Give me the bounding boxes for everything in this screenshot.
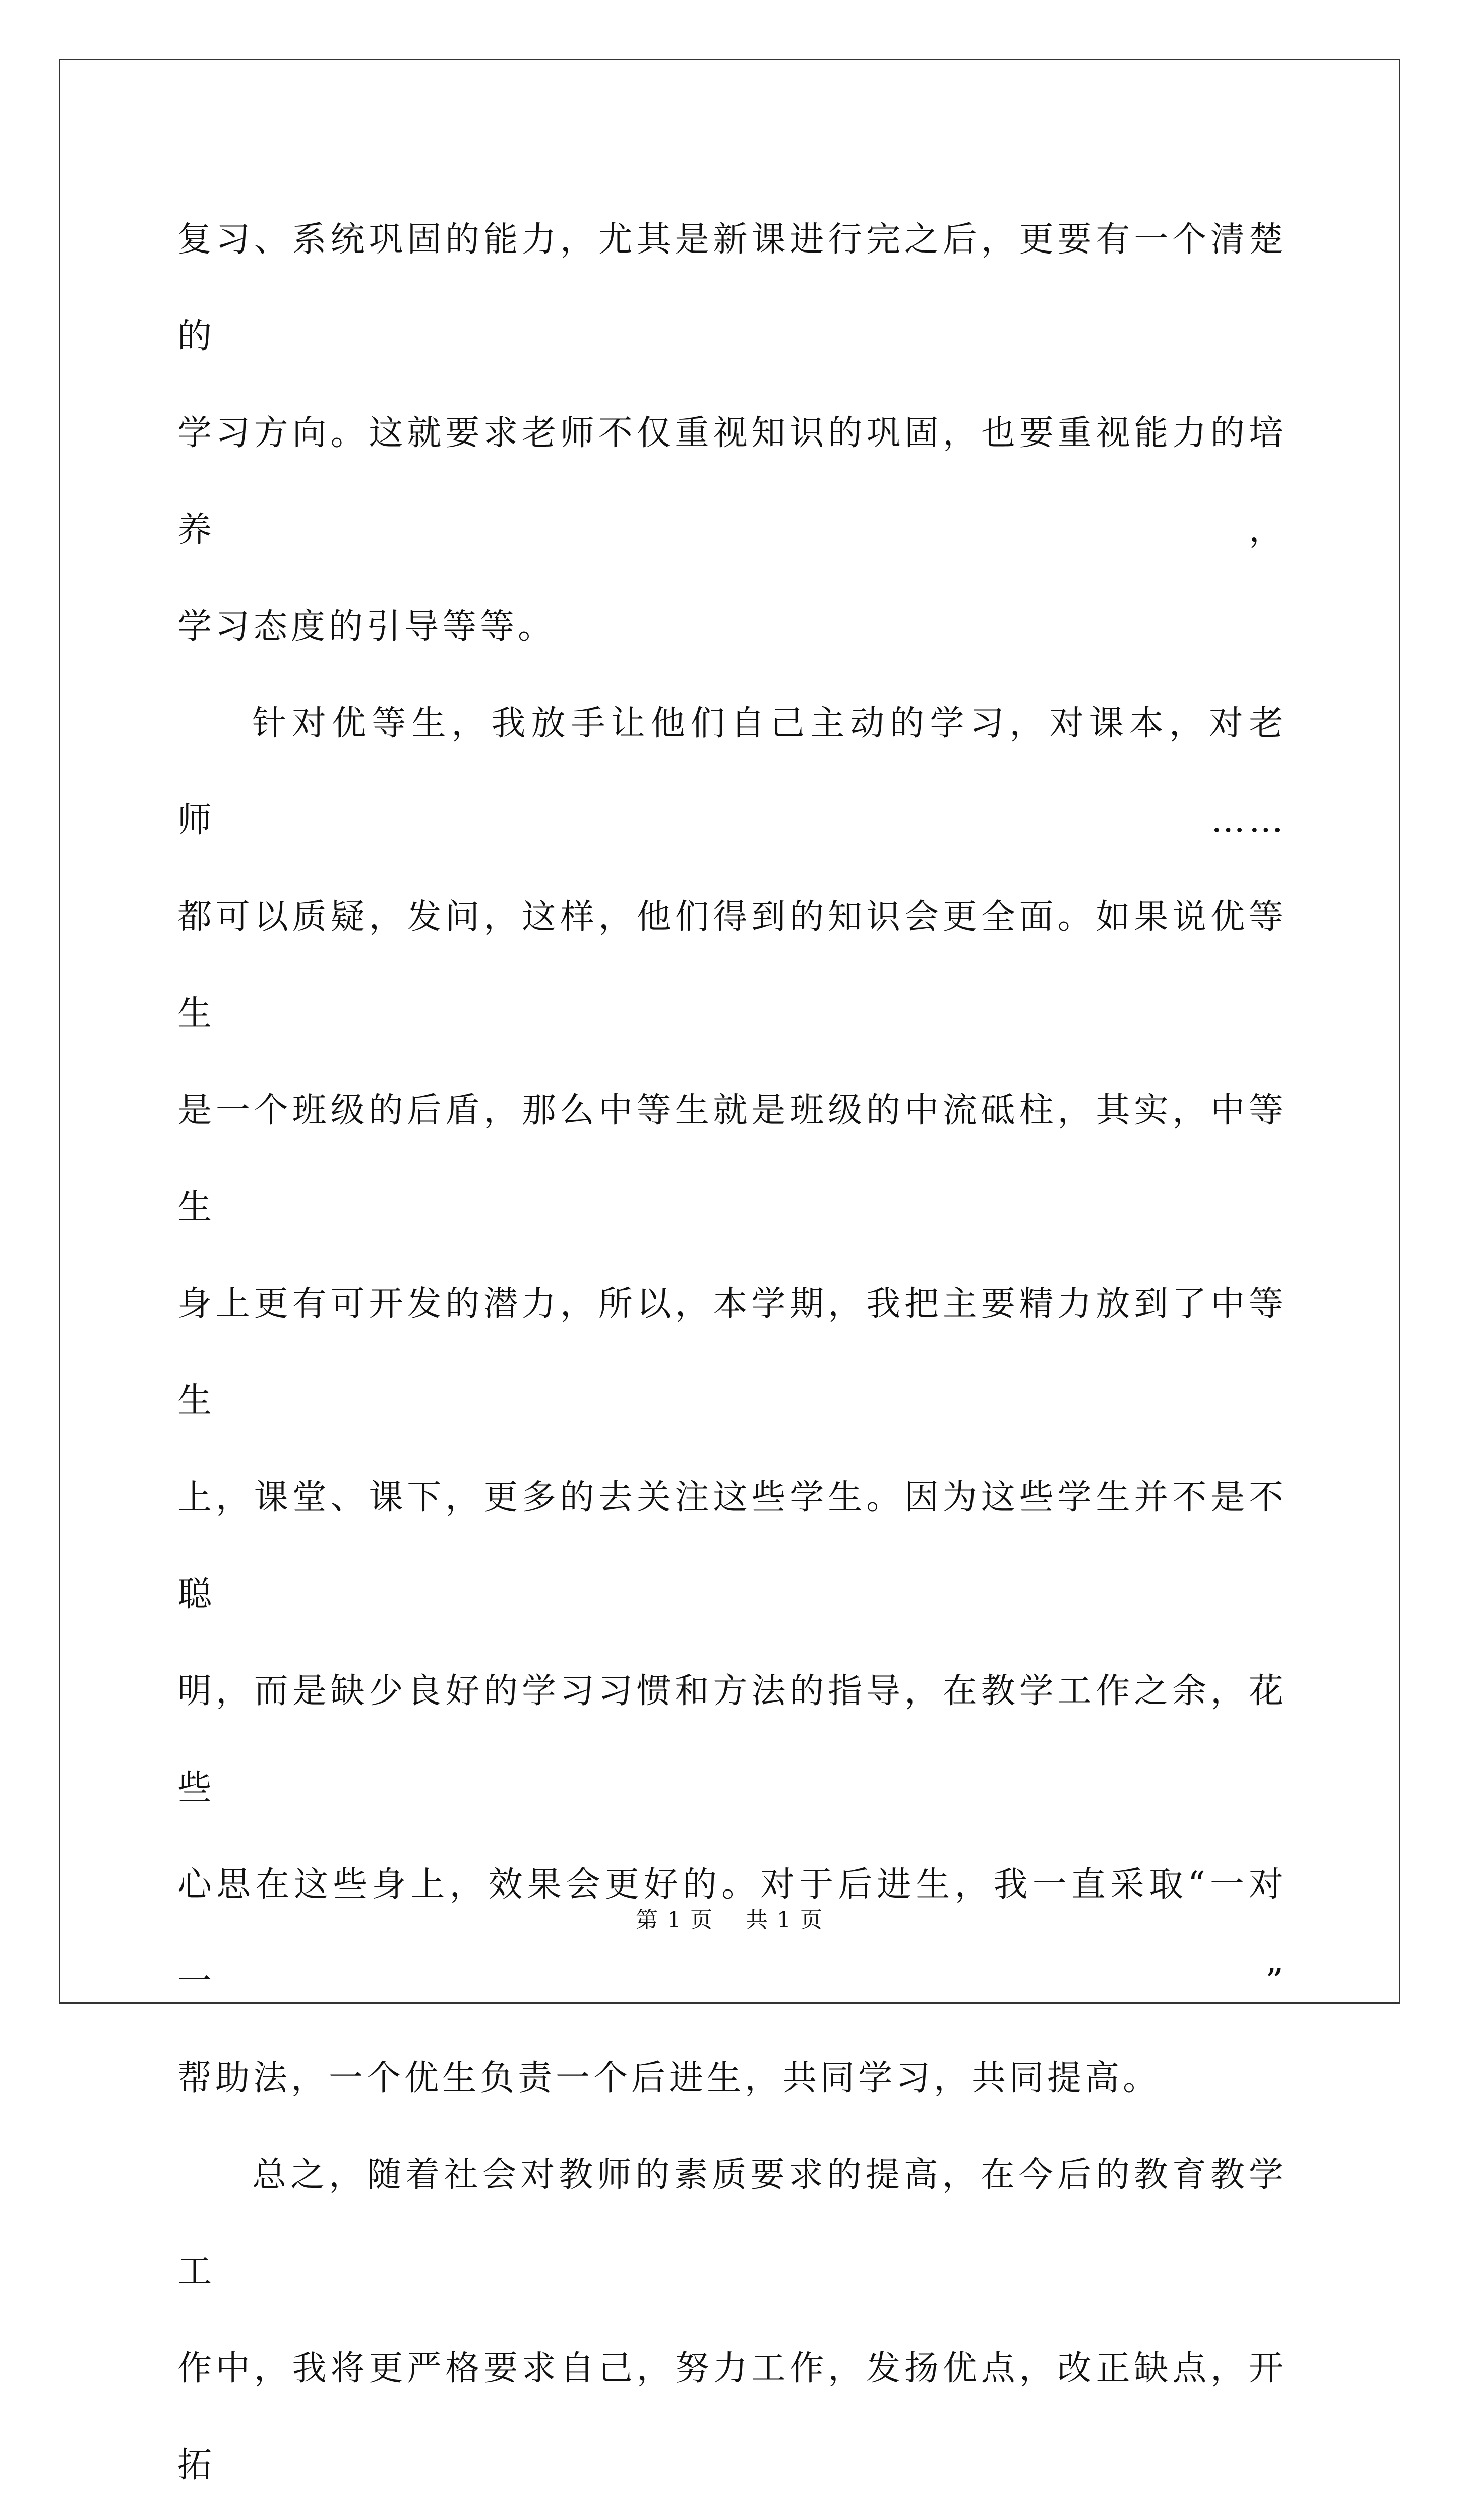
paragraph-line: 明，而是缺少良好的学习习惯和方法的指导，在教学工作之余，花些 bbox=[177, 1671, 1287, 1808]
paragraph-line: 身上更有可开发的潜力，所以，本学期，我把主要精力放到了中等生 bbox=[177, 1284, 1287, 1421]
paragraph-line: 总之，随着社会对教师的素质要求的提高，在今后的教育教学工 bbox=[177, 2155, 1287, 2292]
paragraph-line: 针对优等生，我放手让他们自己主动的学习，对课本，对老师…… bbox=[177, 704, 1287, 840]
paragraph-1 bbox=[177, 192, 1287, 675]
paragraph-line: 是一个班级的后盾，那么中等生就是班级的中流砥柱，其实，中等生 bbox=[177, 1091, 1287, 1227]
paragraph-line: 都可以质疑，发问，这样，他们得到的知识会更全面。如果说优等生 bbox=[177, 897, 1287, 1034]
paragraph-line: 学习态度的引导等等。 bbox=[177, 607, 556, 647]
document-body bbox=[177, 192, 1287, 2520]
paragraph-3 bbox=[177, 2127, 1287, 2520]
paragraph-line: 上，课堂、课下，更多的去关注这些学生。因为这些学生并不是不聪 bbox=[177, 1478, 1287, 1614]
paragraph-line: 心思在这些身上，效果会更好的。对于后进生，我一直采取“一对一” bbox=[177, 1865, 1287, 2001]
page-footer: 第 1 页 共 1 页 bbox=[636, 1907, 823, 1933]
paragraph-line: 帮助法，一个优生负责一个后进生，共同学习，共同提高。 bbox=[177, 2058, 1161, 2098]
paragraph-line: 复习、系统巩固的能力，尤其是新课进行完之后，更要有一个清楚的 bbox=[177, 220, 1287, 356]
paragraph-line: 作中，我将更严格要求自己，努力工作，发扬优点，改正缺点，开拓 bbox=[177, 2349, 1287, 2485]
paragraph-line bbox=[177, 2514, 1287, 2520]
paragraph-line: 学习方向。这就要求老师不仅重视知识的巩固，也要重视能力的培养， bbox=[177, 413, 1287, 550]
